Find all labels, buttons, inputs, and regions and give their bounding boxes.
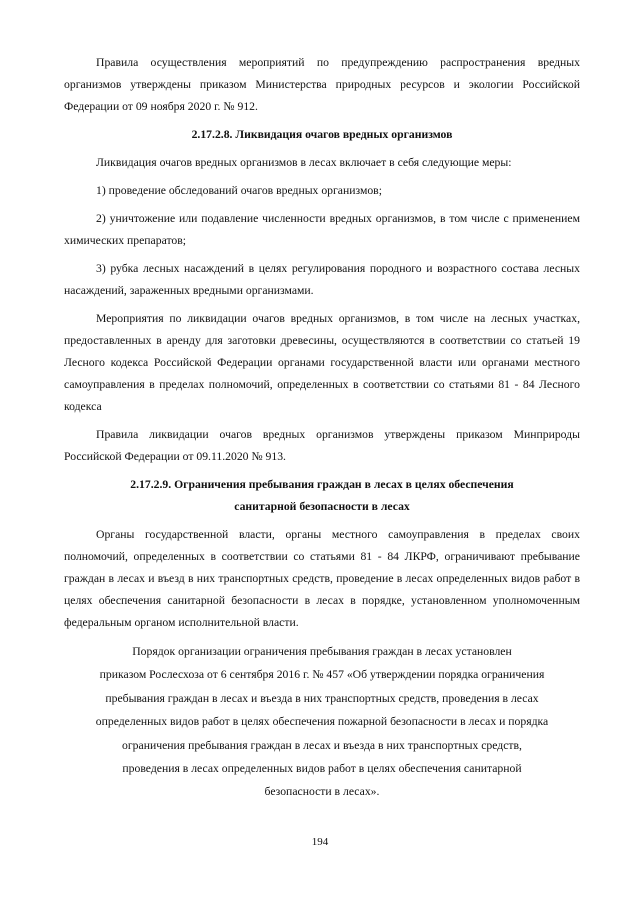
rules-intro-paragraph: Правила осуществления мероприятий по предупреждению распространения вредных организмов утверждены приказом Министерства природных ресурсов и экологии Российской Федерации от 09 ноября 2020 г. № 912. bbox=[64, 56, 580, 113]
procedure-line: пребывания граждан в лесах и въезда в них транспортных средств, проведения в лесах bbox=[105, 691, 539, 705]
measures-paragraph: Мероприятия по ликвидации очагов вредных организмов, в том числе на лесных участках, предоставленных в аренду для заготовки древесины, осуществляются в соответствии со статьей 19 Лесного кодекса Российской Федерации органами государственной власти или органами местного самоуправления в пределах полномочий, определенных в соответствии со статьями 81 - 84 Лесного кодекса bbox=[64, 312, 580, 413]
list-item-1: 1) проведение обследований очагов вредных организмов; bbox=[96, 184, 382, 197]
list-item-3: 3) рубка лесных насаждений в целях регулирования породного и возрастного состава лесных насаждений, зараженных вредными организмами. bbox=[64, 262, 580, 297]
liquidation-intro-paragraph: Ликвидация очагов вредных организмов в лесах включает в себя следующие меры: bbox=[96, 156, 512, 169]
list-item-2: 2) уничтожение или подавление численности вредных организмов, в том числе с применением химических препаратов; bbox=[64, 212, 580, 247]
procedure-line: ограничения пребывания граждан в лесах и въезда в них транспортных средств, bbox=[122, 738, 522, 752]
rules-liquidation-paragraph: Правила ликвидации очагов вредных организмов утверждены приказом Минприроды Российской Федерации от 09.11.2020 № 913. bbox=[64, 428, 580, 463]
procedure-line: определенных видов работ в целях обеспечения пожарной безопасности в лесах и порядка bbox=[95, 715, 549, 729]
section-heading-2172-8: 2.17.2.8. Ликвидация очагов вредных организмов bbox=[191, 128, 453, 141]
document-page bbox=[64, 52, 580, 804]
procedure-line: безопасности в лесах». bbox=[264, 785, 380, 799]
procedure-line: Порядок организации ограничения пребывания граждан в лесах установлен bbox=[132, 645, 512, 658]
procedure-line: проведения в лесах определенных видов работ в целях обеспечения санитарной bbox=[122, 762, 522, 776]
authorities-paragraph: Органы государственной власти, органы местного самоуправления в пределах своих полномочий, определенных в соответствии со статьями 81 - 84 ЛКРФ, ограничивают пребывание граждан в лесах и въезд в них транспортных средств, проведение в лесах определенных видов работ в целях обеспечения санитарной безопасности в лесах в порядке, установленном уполномоченным федеральным органом исполнительной власти. bbox=[64, 528, 580, 629]
section-heading-2172-9-line2: санитарной безопасности в лесах bbox=[234, 500, 410, 513]
procedure-paragraph bbox=[64, 640, 580, 804]
page-number: 194 bbox=[311, 836, 329, 848]
section-heading-2172-9-line1: 2.17.2.9. Ограничения пребывания граждан в лесах в целях обеспечения bbox=[130, 478, 514, 491]
procedure-line: приказом Рослесхоза от 6 сентября 2016 г. № 457 «Об утверждении порядка ограничения bbox=[99, 668, 545, 682]
